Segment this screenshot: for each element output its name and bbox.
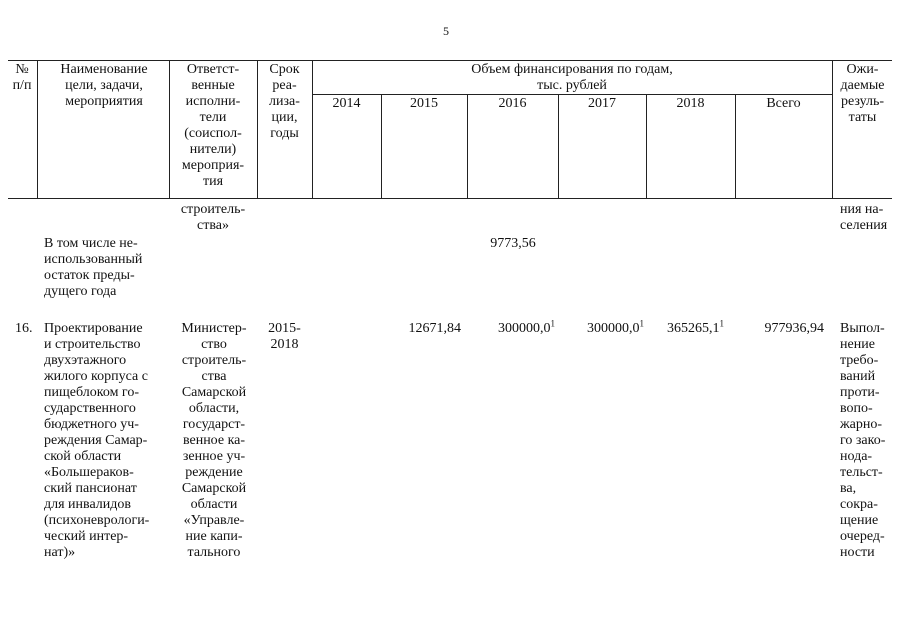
subrow-value-2016: 9773,56 bbox=[490, 236, 536, 251]
header-year-2014: 2014 bbox=[332, 96, 361, 111]
header-year-2017: 2017 bbox=[588, 96, 616, 111]
header-term: Срок реа- лиза- ции, годы bbox=[269, 62, 300, 141]
footnote-mark: 1 bbox=[550, 318, 555, 329]
row16-value-2016: 300000,0$^1$ bbox=[498, 318, 555, 336]
header-year-2015: 2015 bbox=[410, 96, 438, 111]
row16-number: 16. bbox=[15, 321, 33, 336]
results-continued: ния на- селения bbox=[840, 202, 888, 233]
subrow-name: В том числе не- использованный остаток преды- дущего года bbox=[44, 236, 143, 299]
row16-responsible: Министер- ство строитель- ства Самарской области, государст- венное ка- зенное уч- реждение Самарской области «Управле- ние капи- тального bbox=[181, 321, 247, 560]
row16-total: 977936,94 bbox=[764, 321, 824, 336]
row16-value-2017: 300000,0$^1$ bbox=[587, 318, 644, 336]
page-number: 5 bbox=[443, 24, 449, 38]
header-financing: Объем финансирования по годам, тыс. рублей bbox=[471, 62, 673, 93]
responsible-continued: строитель- ства» bbox=[180, 202, 246, 233]
row16-name: Проектирование и строительство двухэтажного жилого корпуса с пищеблоком го- сударственного бюджетного уч- реждения Самар- ской области «Большераков- ский пансионат для инвалидов (психоневрологи- ческий интер- нат)» bbox=[44, 321, 150, 560]
header-responsible: Ответст- венные исполни- тели (соиспол- нители) мероприя- тия bbox=[181, 62, 245, 189]
header-year-2018: 2018 bbox=[676, 96, 705, 111]
row16-term: 2015- 2018 bbox=[268, 321, 301, 352]
header-name: Наименование цели, задачи, мероприятия bbox=[60, 62, 148, 109]
footnote-mark: 1 bbox=[719, 318, 724, 329]
row16-value-2015: 12671,84 bbox=[408, 321, 461, 336]
header-year-2016: 2016 bbox=[498, 96, 527, 111]
header-total: Всего bbox=[766, 96, 801, 111]
header-num: № п/п bbox=[12, 62, 32, 93]
row16-results: Выпол- нение требо- ваний проти- вопо- жарно- го зако- нода- тельст- ва, сокра- щение очеред- ности bbox=[840, 321, 886, 560]
footnote-mark: 1 bbox=[639, 318, 644, 329]
header-results: Ожи- даемые резуль- таты bbox=[840, 62, 885, 125]
row16-value-2018: 365265,1$^1$ bbox=[667, 318, 724, 336]
